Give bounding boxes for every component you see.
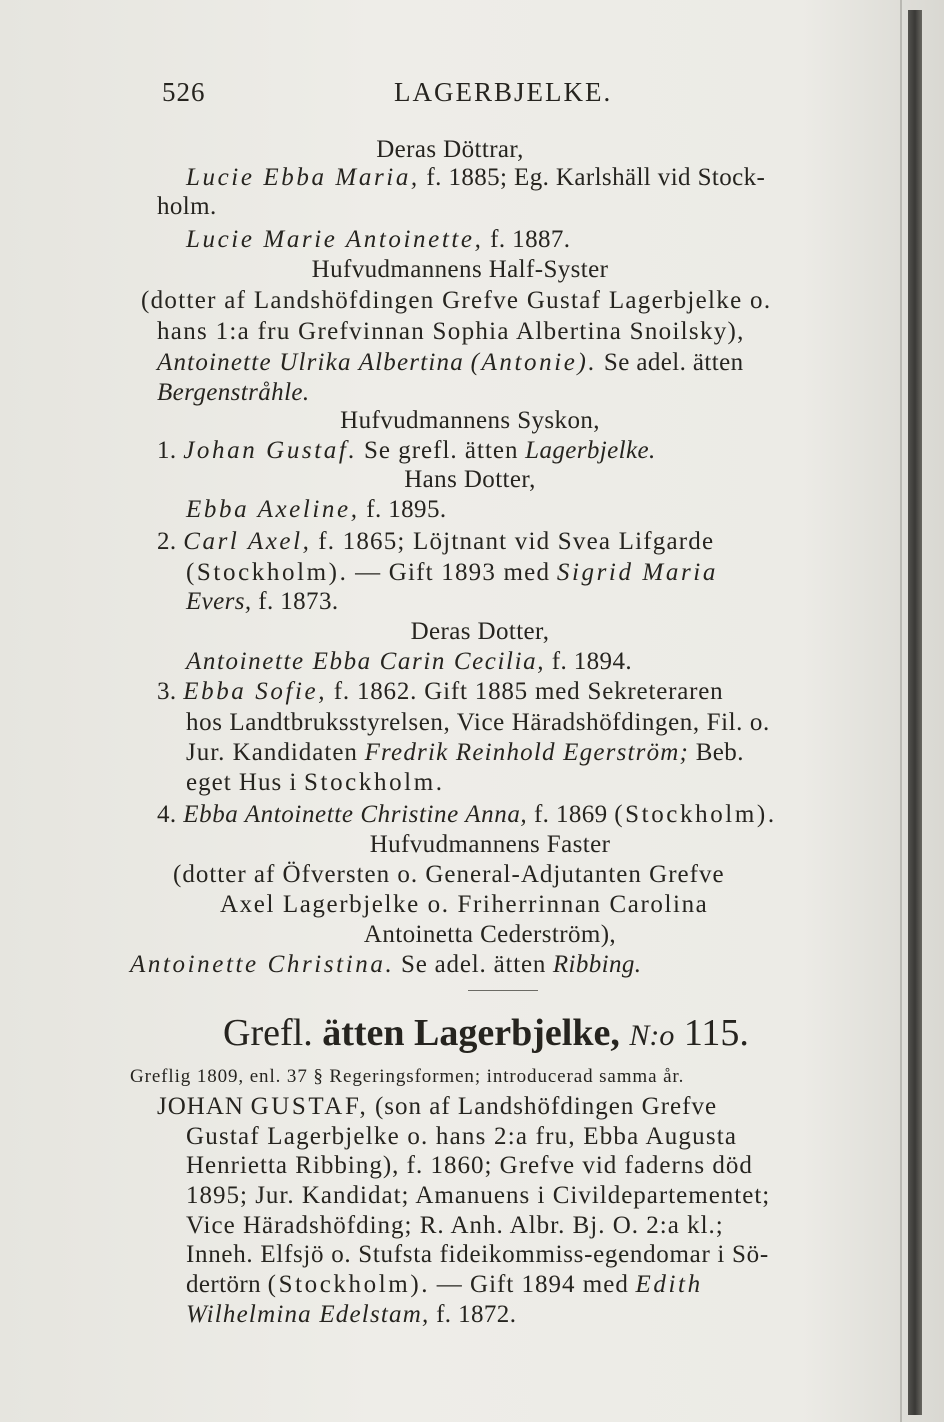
line-wilhelmina-edelstam: [186, 1300, 516, 1330]
line-stockholm-gift-1893: [186, 558, 718, 588]
name-antoinette-ebba-carin: Antoinette Ebba Carin Cecilia,: [186, 648, 546, 675]
line-evers: [186, 587, 339, 617]
text: (Stockholm).: [267, 1271, 431, 1298]
text: eget Hus i: [186, 769, 298, 796]
name-lucie-marie-antoinette: Lucie Marie Antoinette,: [186, 226, 484, 253]
name-antoinette-ulrika: Antoinette Ulrika Albertina: [157, 349, 464, 376]
line-landtbruksstyrelsen: hos Landtbruksstyrelsen, Vice Häradshöfdingen, Fil. o.: [186, 709, 770, 736]
section-divider: [468, 990, 538, 991]
entry-lucie-marie-antoinette: [186, 225, 570, 255]
book-binding-edge: [908, 10, 922, 1415]
line-greflig-1809: Greflig 1809, enl. 37 § Regeringsformen; introducerad samma år.: [130, 1066, 685, 1087]
text: — Gift 1894 med: [436, 1271, 629, 1298]
name-ebba-antoinette-christine-anna: Ebba Antoinette Christine Anna,: [183, 801, 528, 828]
page-number: 526: [162, 77, 206, 107]
heading-number: 115.: [683, 1012, 749, 1054]
line-faster: Hufvudmannens Faster: [369, 831, 611, 858]
section-heading: [196, 1011, 776, 1058]
text: 2.: [157, 528, 177, 555]
text: f. 1894.: [551, 648, 633, 675]
line-dotter-af: (dotter af Landshöfdingen Grefve Gustaf Lagerbjelke o.: [141, 287, 772, 314]
line-1895-jur: 1895; Jur. Kandidat; Amanuens i Civildepartementet;: [186, 1182, 771, 1209]
text: Ribbing.: [552, 951, 642, 978]
entry-antoinette-ulrika: [157, 348, 743, 378]
text: 3.: [157, 678, 177, 705]
entry-antoinette-ebba-carin: [186, 647, 632, 677]
text: Se adel. ätten: [603, 349, 744, 376]
text: f. 1887.: [490, 226, 571, 253]
text: Se adel. ätten: [400, 951, 547, 978]
line-hans-1a-fru: hans 1:a fru Grefvinnan Sophia Albertina Snoilsky),: [157, 318, 745, 345]
line-vice-haradshofding: Vice Häradshöfding; R. Anh. Albr. Bj. O. 2:a kl.;: [186, 1212, 724, 1239]
text: Jur. Kandidaten: [186, 739, 358, 766]
name-johan-gustaf: Johan Gustaf.: [183, 437, 358, 464]
text: 1.: [157, 437, 177, 464]
text: (son af Landshöfdingen Grefve: [374, 1093, 718, 1120]
entry-lucie-ebba-maria: [186, 163, 765, 193]
heading-prefix: Grefl.: [223, 1012, 313, 1054]
text: GUSTAF,: [250, 1093, 369, 1120]
text: f. 1862. Gift 1885 med Sekreteraren: [333, 678, 724, 705]
text: (Stockholm).: [186, 559, 349, 586]
line-axel-lagerbjelke: Axel Lagerbjelke o. Friherrinnan Carolina: [220, 891, 709, 918]
page-gutter-line: [900, 0, 902, 1422]
text: Edith: [635, 1271, 703, 1298]
line-jur-kandidaten: [186, 738, 744, 768]
text: f. 1869: [533, 801, 608, 828]
text: f. 1872.: [436, 1301, 517, 1328]
name-antoinette-christina: Antoinette Christina.: [130, 951, 395, 978]
text: Lagerbjelke.: [525, 437, 656, 464]
line-dertorn: [186, 1270, 703, 1300]
entry-3-ebba-sofie: [157, 677, 723, 707]
entry-1-johan-gustaf: [157, 436, 656, 466]
line-ofversten: (dotter af Öfversten o. General-Adjutanten Grefve: [173, 861, 725, 888]
text: dertörn: [186, 1271, 261, 1298]
name-ebba-sofie: Ebba Sofie,: [183, 678, 328, 705]
text: Sigrid Maria: [556, 559, 718, 586]
text: — Gift 1893 med: [355, 559, 551, 586]
text: Wilhelmina Edelstam,: [186, 1301, 430, 1328]
entry-4-ebba-antoinette: [157, 800, 777, 830]
line-deras-dotter: Deras Dotter,: [410, 618, 550, 645]
entry-2-carl-axel: [157, 527, 714, 557]
text: f. 1865; Löjtnant vid Svea Lifgarde: [318, 528, 715, 555]
text: JOHAN: [157, 1093, 244, 1120]
line-inneh-elfsjo: Inneh. Elfsjö o. Stufsta fideikommiss-egendomar i Sö-: [186, 1241, 769, 1268]
text: f. 1873.: [258, 588, 339, 615]
line-hans-dotter: Hans Dotter,: [404, 466, 536, 493]
text: f. 1895.: [366, 496, 447, 523]
text: Beb.: [695, 739, 744, 766]
name-lucie-ebba-maria: Lucie Ebba Maria,: [186, 164, 420, 191]
text: f. 1885; Eg. Karlshäll vid Stock-: [426, 164, 766, 191]
text: (Antonie).: [470, 349, 598, 376]
text: (Stockholm).: [614, 801, 777, 828]
line-henrietta-ribbing: Henrietta Ribbing), f. 1860; Grefve vid faderns död: [186, 1152, 753, 1179]
line-eget-hus: [186, 768, 445, 798]
line-deras-dottrar: Deras Döttrar,: [376, 136, 524, 163]
running-title: LAGERBJELKE.: [394, 77, 613, 107]
text: Se grefl. ätten: [363, 437, 519, 464]
entry-antoinette-christina: [130, 950, 641, 980]
line-holm: holm.: [157, 193, 217, 220]
text: Fredrik Reinhold Egerström;: [364, 739, 690, 766]
line-cederstrom: Antoinetta Cederström),: [363, 921, 617, 948]
line-syskon: Hufvudmannens Syskon,: [340, 407, 600, 434]
name-carl-axel: Carl Axel,: [183, 528, 312, 555]
heading-no: N:o: [629, 1019, 675, 1052]
entry-ebba-axeline: [186, 495, 447, 525]
text: Stockholm.: [304, 769, 445, 796]
line-gustaf-lagerbjelke: Gustaf Lagerbjelke o. hans 2:a fru, Ebba Augusta: [186, 1123, 738, 1150]
entry-johan-gustaf-head: [157, 1092, 717, 1122]
name-ebba-axeline: Ebba Axeline,: [186, 496, 360, 523]
text: Evers,: [186, 588, 252, 615]
heading-family: ätten Lagerbjelke,: [322, 1012, 620, 1054]
line-bergenstrahle: Bergenstråhle.: [157, 379, 310, 406]
line-half-syster: Hufvudmannens Half-Syster: [311, 256, 609, 283]
text: 4.: [157, 801, 177, 828]
